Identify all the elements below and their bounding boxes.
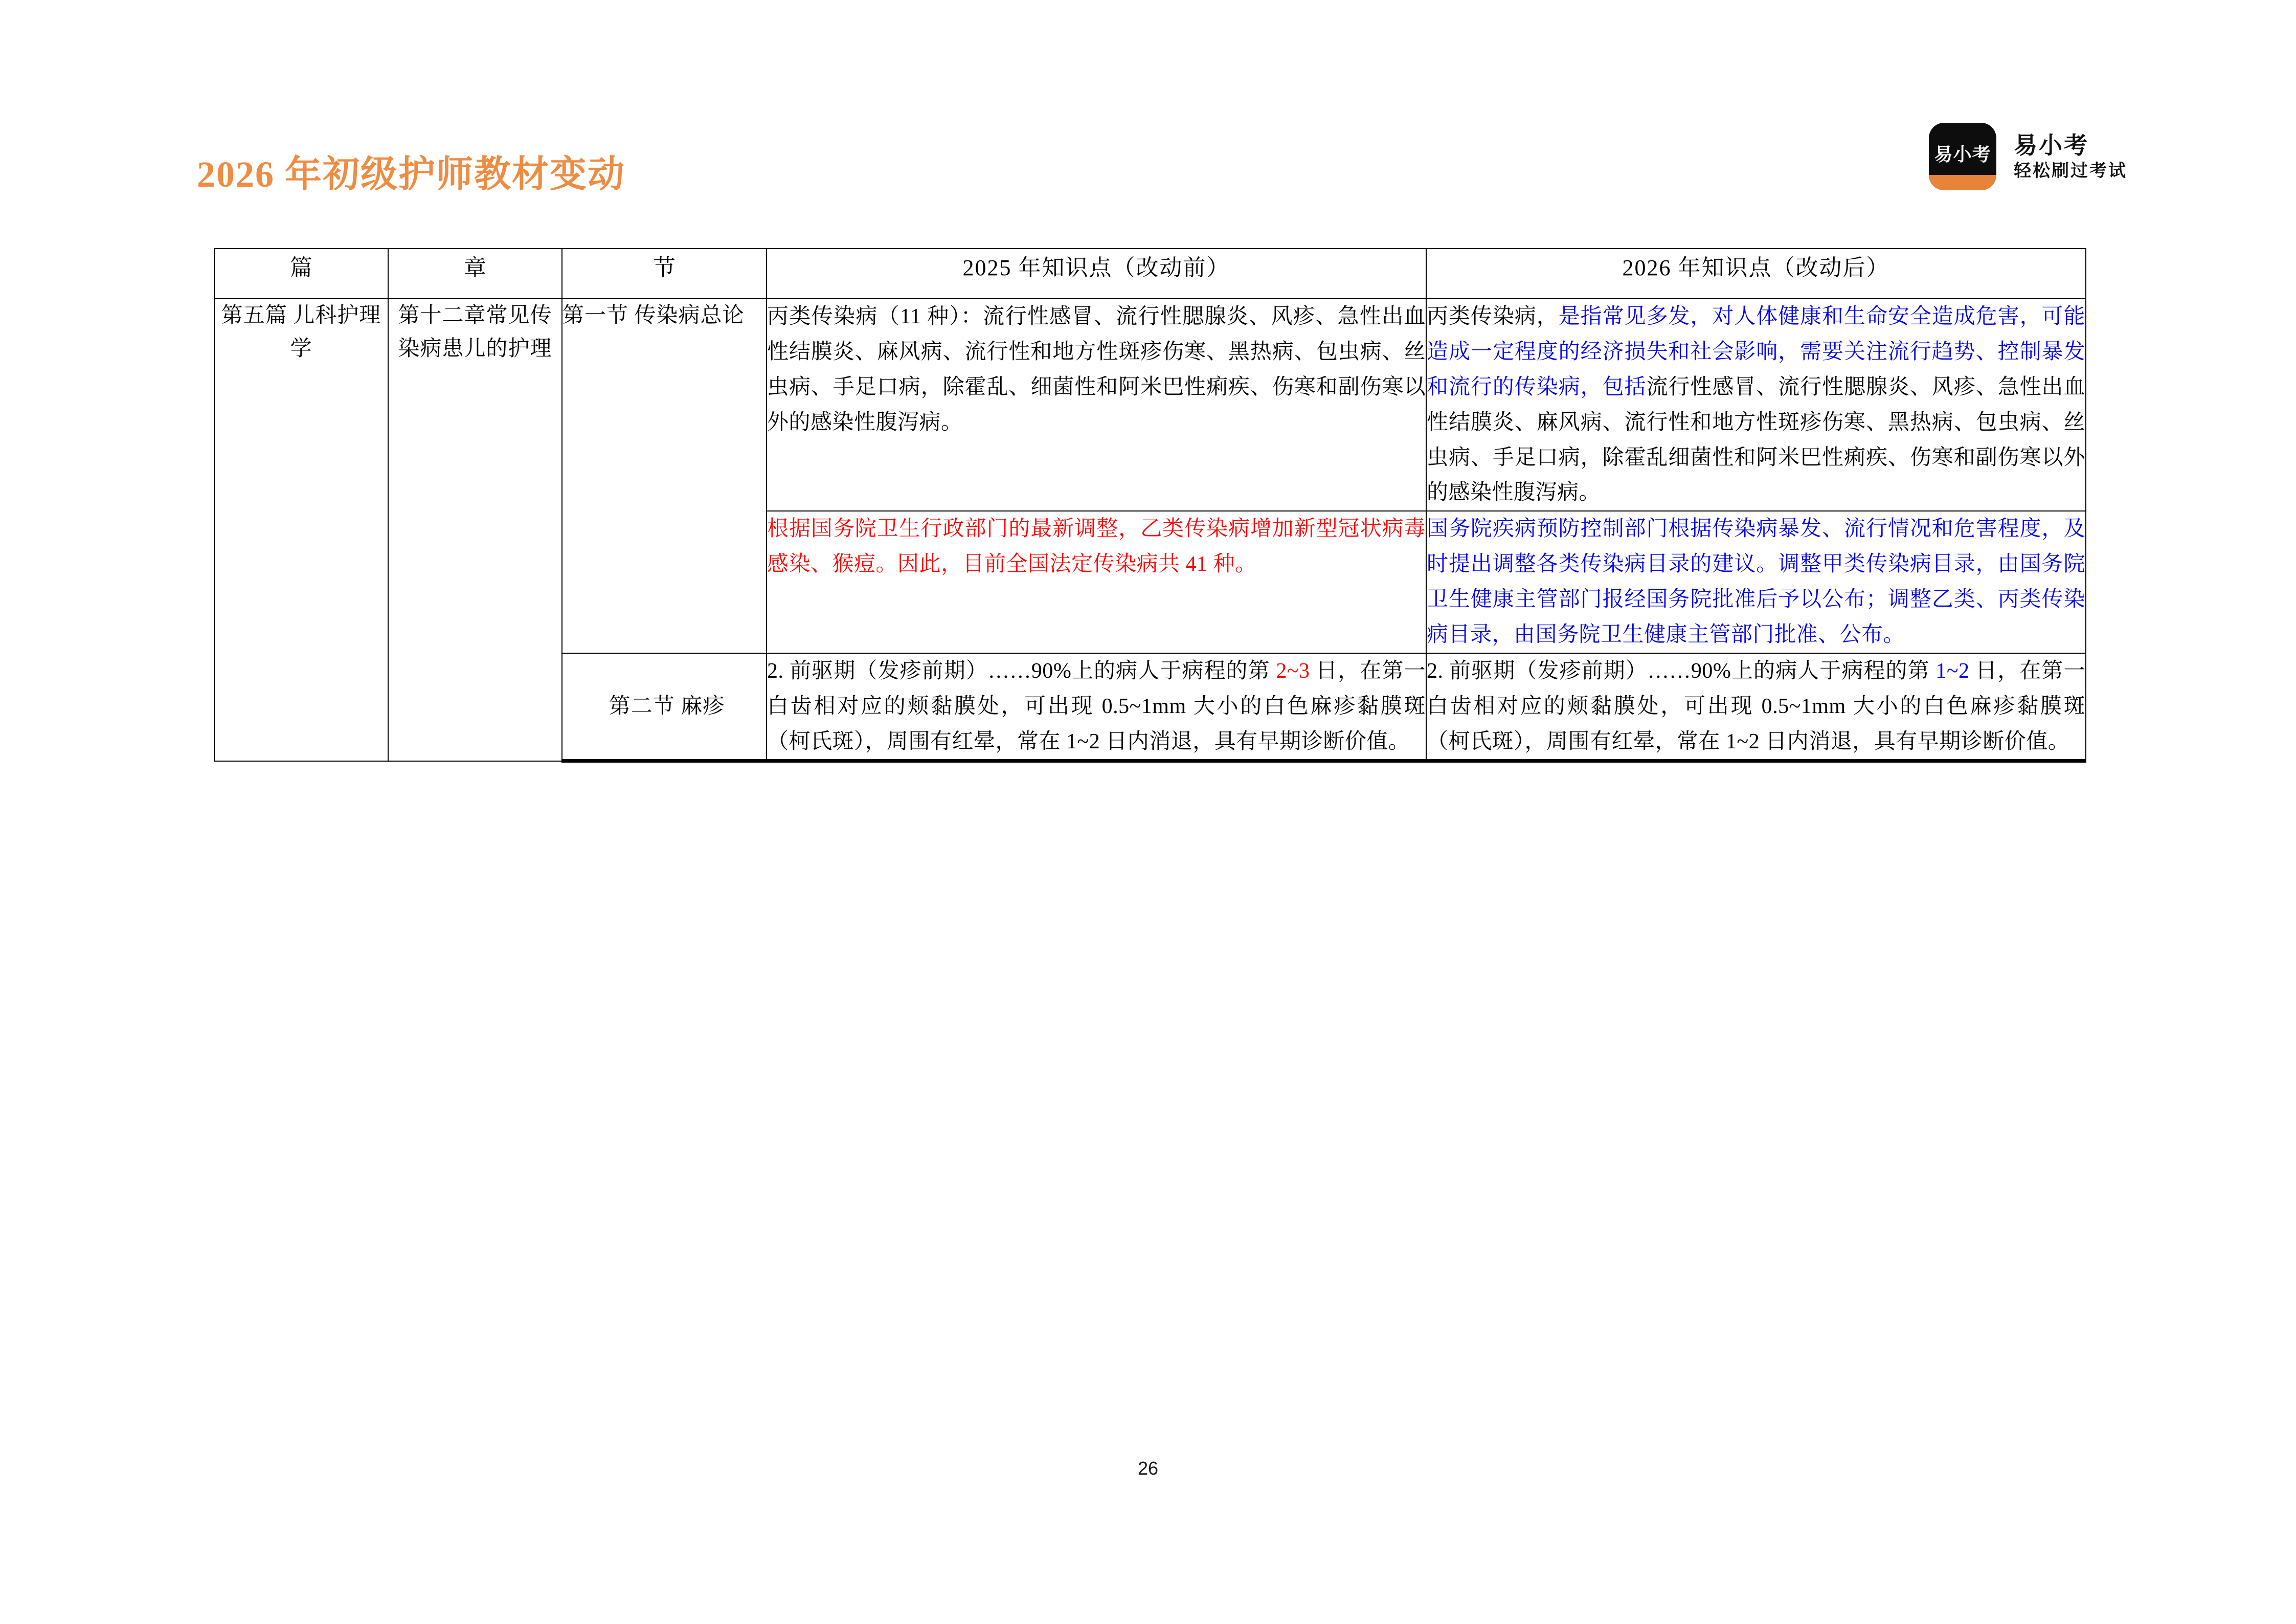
cell-zhang: 第十二章常见传染病患儿的护理	[388, 299, 562, 761]
page-title: 2026 年初级护师教材变动	[197, 154, 626, 195]
cell-2026-row1	[1426, 299, 2086, 511]
table-header-row	[214, 249, 2086, 299]
text-2025-row3-tail: 日，在第一白齿相对应的颊黏膜处，可出现 0.5~1mm 大小的白色麻疹黏膜斑（柯氏斑），周围有红晕，常在 1~2 日内消退，具有早期诊断价值。	[767, 659, 1426, 753]
column-header-2026: 2026 年知识点（改动后）	[1426, 249, 2086, 299]
brand-logo-icon-text: 易小考	[1934, 144, 1991, 165]
text-2025-row2-removed: 根据国务院卫生行政部门的最新调整，乙类传染病增加新型冠状病毒感染、猴痘。因此，目前全国法定传染病共 41 种。	[767, 517, 1426, 576]
text-2025-row3	[767, 654, 1426, 760]
brand-name: 易小考	[2014, 132, 2089, 159]
page-number: 26	[1137, 1458, 1159, 1479]
cell-2026-row2	[1426, 511, 2086, 653]
text-2026-row1-tail: 流行性感冒、流行性腮腺炎、风疹、急性出血性结膜炎、麻风病、流行性和地方性斑疹伤寒、黑热病、包虫病、丝虫病、手足口病，除霍乱细菌性和阿米巴性痢疾、伤寒和副伤寒以外的感染性腹泻病。	[1427, 375, 2085, 505]
brand-wordmark	[2014, 134, 2127, 180]
column-header-zhang: 章	[388, 249, 562, 299]
brand-logo-icon	[1929, 123, 1996, 190]
column-header-jie: 节	[562, 249, 767, 299]
textbook-change-table	[214, 248, 2086, 763]
brand-tagline: 轻松刷过考试	[2014, 161, 2127, 181]
cell-pian: 第五篇 儿科护理学	[214, 299, 388, 761]
text-2026-row3-tail: 日，在第一白齿相对应的颊黏膜处，可出现 0.5~1mm 大小的白色麻疹黏膜斑（柯氏斑），周围有红晕，常在 1~2 日内消退，具有早期诊断价值。	[1427, 659, 2085, 753]
text-2026-row1-added: 是指常见多发，对人体健康和生命安全造成危害，可能造成一定程度的经济损失和社会影响，需要关注流行趋势、控制暴发和流行的传染病，包括	[1427, 305, 2085, 399]
text-2025-row1: 丙类传染病（11 种）：流行性感冒、流行性腮腺炎、风疹、急性出血性结膜炎、麻风病、流行性和地方性斑疹伤寒、黑热病、包虫病、丝虫病、手足口病，除霍乱、细菌性和阿米巴性痢疾、伤寒和副伤寒以外的感染性腹泻病。	[767, 305, 1426, 434]
text-2026-row3-added-value: 1~2	[1935, 659, 1970, 683]
column-header-pian: 篇	[214, 249, 388, 299]
table-body	[214, 299, 2086, 761]
cell-2026-row3	[1426, 653, 2086, 761]
brand-logo-band	[1929, 175, 1996, 190]
text-2025-row3-lead: 2. 前驱期（发疹前期）……90%上的病人于病程的第	[767, 659, 1276, 683]
cell-2025-row3	[767, 653, 1426, 761]
cell-jie-section-2: 第二节 麻疹	[562, 653, 767, 761]
page-header	[0, 0, 2296, 235]
text-2026-row1	[1427, 299, 2085, 510]
text-2026-row3-lead: 2. 前驱期（发疹前期）……90%上的病人于病程的第	[1427, 659, 1936, 683]
text-2026-row1-lead: 丙类传染病，	[1427, 305, 1559, 328]
text-2026-row3	[1427, 654, 2085, 760]
text-2026-row2-added: 国务院疾病预防控制部门根据传染病暴发、流行情况和危害程度，及时提出调整各类传染病目录的建议。调整甲类传染病目录，由国务院卫生健康主管部门报经国务院批准后予以公布；调整乙类、丙类传染病目录，由国务院卫生健康主管部门批准、公布。	[1427, 517, 2085, 647]
cell-jie-section-1: 第一节 传染病总论	[562, 299, 767, 653]
text-2025-row3-removed-value: 2~3	[1276, 659, 1310, 683]
table-head	[214, 249, 2086, 299]
cell-2025-row1	[767, 299, 1426, 511]
cell-2025-row2	[767, 511, 1426, 653]
brand-logo	[1929, 123, 2127, 190]
column-header-2025: 2025 年知识点（改动前）	[767, 249, 1426, 299]
table-row	[214, 299, 2086, 511]
change-table-wrap	[214, 248, 2085, 763]
